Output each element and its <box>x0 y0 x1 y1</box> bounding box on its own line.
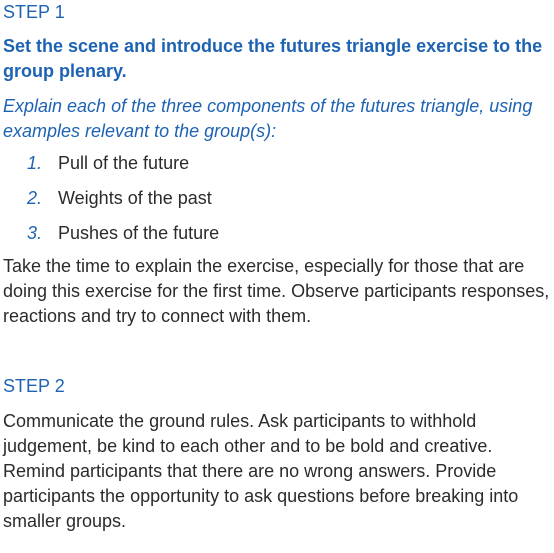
step-1-paragraph: Take the time to explain the exercise, especially for those that are doing this exercise for the first time. Observe participants responses, reactions and try to connect with them. <box>3 256 550 326</box>
list-item <box>3 186 551 211</box>
step-1-heading: STEP 1 <box>3 2 65 22</box>
list-item-label: Weights of the past <box>58 188 212 208</box>
step-2-paragraph: Communicate the ground rules. Ask participants to withhold judgement, be kind to each other and to be bold and creative. Remind participants that there are no wrong answers. Provide participants the opportunity to ask questions before breaking into smaller groups. <box>3 411 519 531</box>
list-item-number: 1. <box>27 153 43 173</box>
list-item-number: 3. <box>27 223 43 243</box>
list-item <box>3 221 551 246</box>
list-item-number: 2. <box>27 188 43 208</box>
step-1-lead: Set the scene and introduce the futures triangle exercise to the group plenary. <box>3 36 543 81</box>
step-2-heading: STEP 2 <box>3 376 65 396</box>
document-page <box>3 0 551 534</box>
step-1-instruction: Explain each of the three components of the futures triangle, using examples relevant to the group(s): <box>3 96 533 141</box>
list-item-label: Pushes of the future <box>58 223 220 243</box>
step-1-section <box>3 0 551 329</box>
step-2-section <box>3 374 551 534</box>
list-item-label: Pull of the future <box>58 153 190 173</box>
futures-triangle-components-list <box>3 151 551 246</box>
list-item <box>3 151 551 176</box>
